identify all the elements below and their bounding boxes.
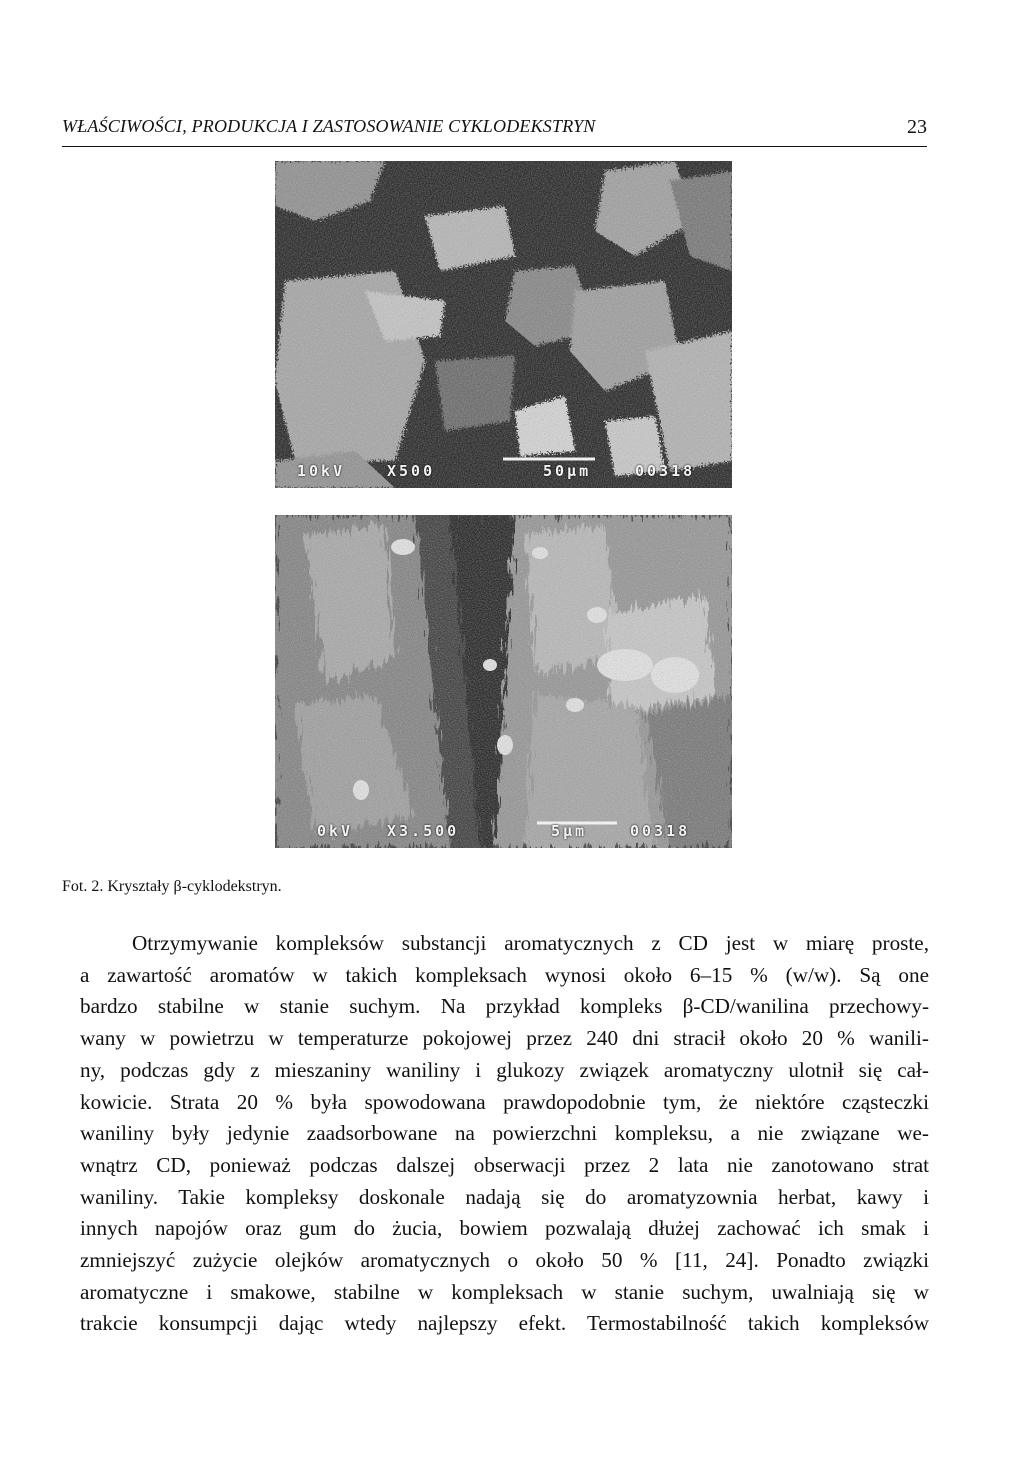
body-text (80, 928, 929, 1340)
text-line: zmniejszyć zużycie olejków aromatycznych o około 50 % [11, 24]. Ponadto związki (80, 1248, 929, 1273)
text-line: innych napojów oraz gum do żucia, bowiem pozwalają dłużej zachować ich smak i (80, 1216, 929, 1241)
sem-label-scale: 5µm (551, 822, 588, 840)
text-line: Otrzymywanie kompleksów substancji aromatycznych z CD jest w miarę proste, (132, 931, 929, 955)
text-line: ny, podczas gdy z mieszaniny waniliny i glukozy związek aromatyczny ulotnił się cał- (80, 1057, 929, 1082)
text-line: waniliny. Takie kompleksy doskonale nadają się do aromatyzownia herbat, kawy i (80, 1184, 929, 1209)
page-number: 23 (907, 116, 927, 138)
sem-label-voltage: 0kV (317, 822, 354, 840)
sem-label-id: 00318 (630, 822, 691, 840)
sem-label-magnification: X500 (387, 462, 436, 480)
sem-micrograph-low-magnification (275, 161, 732, 488)
running-head (62, 116, 927, 147)
text-line: a zawartość aromatów w takich kompleksach wynosi około 6–15 % (w/w). Są one (80, 962, 929, 987)
text-line: aromatyczne i smakowe, stabilne w kompleksach w stanie suchym, uwalniają się w (80, 1279, 929, 1304)
text-line: bardzo stabilne w stanie suchym. Na przykład kompleks β-CD/wanilina przechowy- (80, 994, 929, 1019)
running-title: WŁAŚCIWOŚCI, PRODUKCJA I ZASTOSOWANIE CYKLODEKSTRYN (62, 116, 596, 136)
figure-caption: Fot. 2. Kryształy β-cyklodekstryn. (62, 878, 282, 895)
text-line: wany w powietrzu w temperaturze pokojowej przez 240 dni stracił około 20 % wanili- (80, 1026, 929, 1051)
sem-label-voltage: 10kV (297, 462, 346, 480)
text-line: wnątrz CD, ponieważ podczas dalszej obserwacji przez 2 lata nie zanotowano strat (80, 1152, 929, 1177)
sem-label-scale: 50µm (543, 462, 592, 480)
text-line: trakcie konsumpcji dając wtedy najlepszy efekt. Termostabilność takich kompleksów (80, 1311, 929, 1336)
text-line: waniliny były jedynie zaadsorbowane na powierzchni kompleksu, a nie związane we- (80, 1121, 929, 1146)
paragraph (80, 928, 929, 1340)
text-line: kowicie. Strata 20 % była spowodowana prawdopodobnie tym, że niektóre cząsteczki (80, 1089, 929, 1114)
sem-micrograph-high-magnification (275, 515, 732, 848)
sem-image-1 (275, 161, 732, 488)
sem-label-magnification: X3.500 (387, 822, 460, 840)
sem-image-2 (275, 515, 732, 848)
sem-label-id: 00318 (635, 462, 696, 480)
